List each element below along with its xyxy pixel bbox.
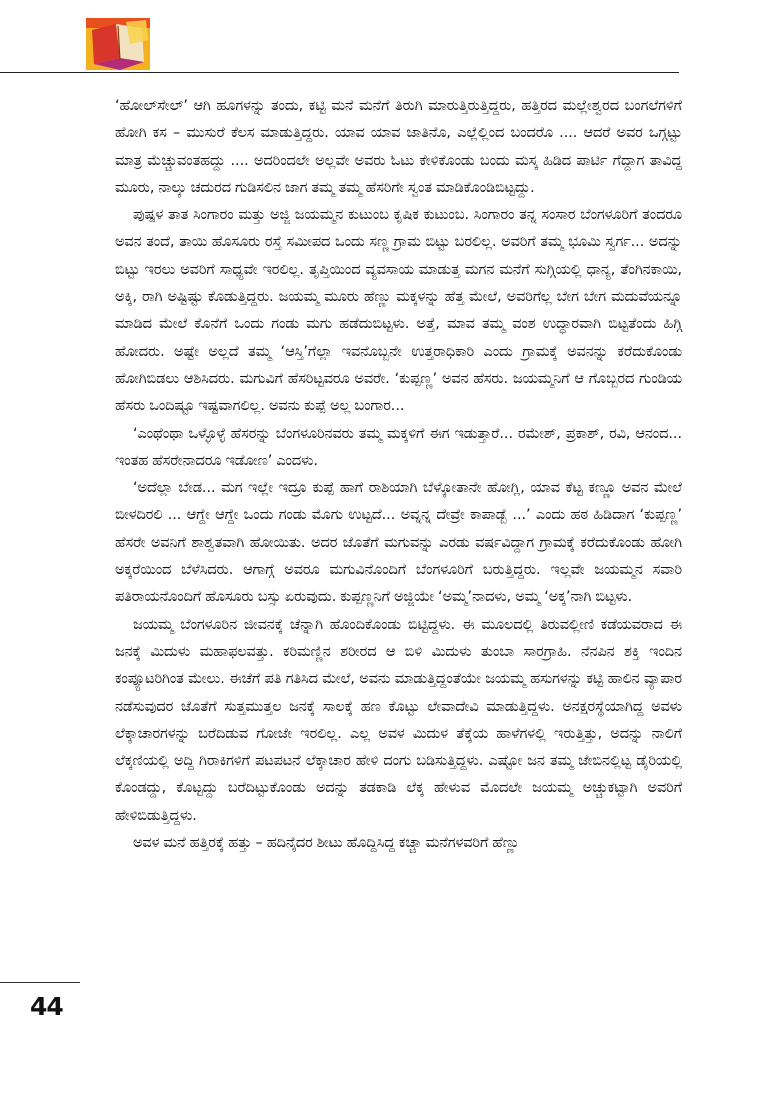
paragraph: ‘ಅದೆಲ್ಲಾ ಬೇಡ... ಮಗ ಇಲ್ಲೇ ಇದ್ರೂ ಕುಪ್ಪೆ ಹಾಗೆ ರಾಶಿಯಾಗಿ ಬೆಳ್ಕೋತಾನೇ ಹೋಗ್ಲಿ, ಯಾವ ಕೆಟ್ಟ ಕಣ್ಣೂ ಅವನ ಮೇಲೆ ಬೀಳದಿರಲಿ ... ಆಗ್ದೇ ಆಗ್ದೇ ಒಂದು ಗಂಡು ಮೊಗು ಉಟ್ಟದೆ... ಅವ್ನನ್ನ ದೇವ್ರೇ ಕಾಪಾಡ್ಬೆ ...’ ಎಂದು ಹಠ ಹಿಡಿದಾಗ ‘ಕುಪ್ಪಣ್ಣ’ ಹೆಸರೇ ಅವನಿಗೆ ಶಾಶ್ವತವಾಗಿ ಹೋಯಿತು. ಅದರ ಜೊತೆಗೆ ಮಗುವನ್ನು ಎರಡು ವರ್ಷವಿದ್ದಾಗ ಗ್ರಾಮಕ್ಕೆ ಕರೆದುಕೊಂಡು ಹೋಗಿ ಅಕ್ಕರೆಯಿಂದ ಬೆಳೆಸಿದರು. ಆಗಾಗ್ಗೆ ಅವರೂ ಮಗುವಿನೊಂದಿಗೆ ಬೆಂಗಳೂರಿಗೆ ಬರುತ್ತಿದ್ದರು. ಇಲ್ಲವೇ ಜಯಮ್ಮನ ಸವಾರಿ ಪತಿರಾಯನೊಂದಿಗೆ ಹೊಸೂರು ಬಸ್ಸು ಏರುವುದು. ಕುಪ್ಪಣ್ಣನಿಗೆ ಅಜ್ಜಿಯೇ ‘ಅಮ್ಮ’ನಾದಳು, ಅಮ್ಮ ‘ಅಕ್ಕ’ನಾಗಿ ಬಿಟ್ಟಳು. <box>115 480 682 606</box>
paragraph: ‘ಹೋಲ್‌ಸೇಲ್’ ಆಗಿ ಹೂಗಳನ್ನು ತಂದು, ಕಟ್ಟಿ ಮನೆ ಮನೆಗೆ ತಿರುಗಿ ಮಾರುತ್ತಿರುತ್ತಿದ್ದರು, ಹತ್ತಿರದ ಮಲ್ಲೇಶ್ವರದ ಬಂಗಲೆಗಳಿಗೆ ಹೋಗಿ ಕಸ – ಮುಸುರೆ ಕೆಲಸ ಮಾಡುತ್ತಿದ್ದರು. ಯಾವ ಯಾವ ಜಾತಿನೊ, ಎಲ್ಲೆಲ್ಲಿಂದ ಬಂದರೊ .... ಆದರೆ ಅವರ ಒಗ್ಗಟ್ಟು ಮಾತ್ರ ಮೆಚ್ಚುವಂತಹದ್ದು .... ಅದರಿಂದಲೇ ಅಲ್ಲವೇ ಅವರು ಓಟು ಕೇಳಿಕೊಂಡು ಬಂದು ಮಸ್ಕ ಹಿಡಿದ ಪಾರ್ಟಿ ಗೆದ್ದಾಗ ತಾವಿದ್ದ ಮೂರು, ನಾಲ್ಕು ಚದುರದ ಗುಡಿಸಲಿನ ಜಾಗ ತಮ್ಮ ತಮ್ಮ ಹೆಸರಿಗೇ ಸ್ವಂತ ಮಾಡಿಕೊಂಡಿಬಿಟ್ಟದ್ದು. <box>115 98 682 196</box>
footer-rule <box>0 982 80 983</box>
open-book-icon <box>86 18 150 70</box>
page-number: 44 <box>30 992 63 1021</box>
header-rule <box>0 72 679 73</box>
paragraph: ಜಯಮ್ಮ ಬೆಂಗಳೂರಿನ ಜೀವನಕ್ಕೆ ಚೆನ್ನಾಗಿ ಹೊಂದಿಕೊಂಡು ಬಿಟ್ಟಿದ್ದಳು. ಈ ಮೂಲದಲ್ಲಿ ತಿರುವಲ್ಲೀಣಿ ಕಡೆಯವರಾದ ಈ ಜನಕ್ಕೆ ಮಿದುಳು ಮಹಾಫಲವತ್ತು. ಕರಿಮಣ್ಣಿನ ಶರೀರದ ಆ ಬಿಳಿ ಮಿದುಳು ತುಂಬಾ ಸಾರಗ್ರಾಹಿ. ನೆನಪಿನ ಶಕ್ತಿ ಇಂದಿನ ಕಂಪ್ಯೂಟರಿಗಿಂತ ಮೇಲು. ಈಚೆಗೆ ಪತಿ ಗತಿಸಿದ ಮೇಲೆ, ಅವನು ಮಾಡುತ್ತಿದ್ದಂತೆಯೇ ಜಯಮ್ಮ ಹಸುಗಳನ್ನು ಕಟ್ಟಿ ಹಾಲಿನ ವ್ಯಾಪಾರ ನಡೆಸುವುದರ ಜೊತೆಗೆ ಸುತ್ತಮುತ್ತಲ ಜನಕ್ಕೆ ಸಾಲಕ್ಕೆ ಹಣ ಕೊಟ್ಟು ಲೇವಾದೇವಿ ಮಾಡುತ್ತಿದ್ದಳು. ಅನಕ್ಷರಸ್ಥೆಯಾಗಿದ್ದ ಅವಳು ಲೆಕ್ಕಾಚಾರಗಳನ್ನು ಬರೆದಿಡುವ ಗೋಜೇ ಇರಲಿಲ್ಲ. ಎಲ್ಲ ಅವಳ ಮಿದುಳ ತೆಕ್ಕೆಯ ಹಾಳೆಗಳಲ್ಲಿ ಇರುತ್ತಿತ್ತು, ಅದನ್ನು ನಾಲಿಗೆ ಲೆಕ್ಕಣಿಯಲ್ಲಿ ಅದ್ದಿ ಗಿರಾಕಿಗಳಿಗೆ ಪಟಪಟನೆ ಲೆಕ್ಕಾಚಾರ ಹೇಳಿ ದಂಗು ಬಡಿಸುತ್ತಿದ್ದಳು. ಎಷ್ಟೋ ಜನ ತಮ್ಮ ಜೇಬಿನಲ್ಲಿಟ್ಟ ಡೈರಿಯಲ್ಲಿ ಕೊಂಡದ್ದು, ಕೊಟ್ಟದ್ದು ಬರೆದಿಟ್ಟುಕೊಂಡು ಅದನ್ನು ತಡಕಾಡಿ ಲೆಕ್ಕ ಹೇಳುವ ಮೊದಲೇ ಜಯಮ್ಮ ಅಚ್ಚುಕಟ್ಟಾಗಿ ಅವರಿಗೆ ಹೇಳಿಬಿಡುತ್ತಿದ್ದಳು. <box>115 616 682 824</box>
paragraph: ಪುಷ್ಪಳ ತಾತ ಸಿಂಗಾರಂ ಮತ್ತು ಅಜ್ಜಿ ಜಯಮ್ಮನ ಕುಟುಂಬ ಕೃಷಿಕ ಕುಟುಂಬ. ಸಿಂಗಾರಂ ತನ್ನ ಸಂಸಾರ ಬೆಂಗಳೂರಿಗೆ ತಂದರೂ ಅವನ ತಂದೆ, ತಾಯಿ ಹೊಸೂರು ರಸ್ತೆ ಸಮೀಪದ ಒಂದು ಸಣ್ಣ ಗ್ರಾಮ ಬಿಟ್ಟು ಬರಲಿಲ್ಲ. ಅವರಿಗೆ ತಮ್ಮ ಭೂಮಿ ಸ್ವರ್ಗ... ಅದನ್ನು ಬಿಟ್ಟು ಇರಲು ಅವರಿಗೆ ಸಾಧ್ಯವೇ ಇರಲಿಲ್ಲ. ತೃಪ್ತಿಯಿಂದ ವ್ಯವಸಾಯ ಮಾಡುತ್ತ ಮಗನ ಮನೆಗೆ ಸುಗ್ಗಿಯಲ್ಲಿ ಧಾನ್ಯ, ತೆಂಗಿನಕಾಯಿ, ಅಕ್ಕಿ, ರಾಗಿ ಅಷ್ಟಿಷ್ಟು ಕೊಡುತ್ತಿದ್ದರು. ಜಯಮ್ಮ ಮೂರು ಹೆಣ್ಣು ಮಕ್ಕಳನ್ನು ಹೆತ್ತ ಮೇಲೆ, ಅವರಿಗೆಲ್ಲ ಬೇಗ ಬೇಗ ಮದುವೆಯನ್ನೂ ಮಾಡಿದ ಮೇಲೆ ಕೊನೆಗೆ ಒಂದು ಗಂಡು ಮಗು ಹಡೆದುಬಿಟ್ಟಳು. ಅತ್ತೆ, ಮಾವ ತಮ್ಮ ವಂಶ ಉದ್ಧಾರವಾಗಿ ಬಿಟ್ಟತೆಂದು ಹಿಗ್ಗಿ ಹೋದರು. ಅಷ್ಟೇ ಅಲ್ಲದೆ ತಮ್ಮ ‘ಆಸ್ತಿ’ಗೆಲ್ಲಾ ಇವನೊಬ್ಬನೇ ಉತ್ತರಾಧಿಕಾರಿ ಎಂದು ಗ್ರಾಮಕ್ಕೆ ಅವನನ್ನು ಕರೆದುಕೊಂಡು ಹೋಗಿಬಿಡಲು ಆಶಿಸಿದರು. ಮಗುವಿಗೆ ಹೆಸರಿಟ್ಟವರೂ ಅವರೇ. ‘ಕುಪ್ಪಣ್ಣ’ ಅವನ ಹೆಸರು. ಜಯಮ್ಮನಿಗೆ ಆ ಗೊಬ್ಬರದ ಗುಂಡಿಯ ಹೆಸರು ಒಂದಿಷ್ಟೂ ಇಷ್ಟವಾಗಲಿಲ್ಲ. ಅವನು ಕುಪ್ಪೆ ಅಲ್ಲ ಬಂಗಾರ... <box>115 207 682 415</box>
page-body <box>115 93 682 857</box>
paragraph: ‘ಎಂಥೆಂಥಾ ಒಳ್ಳೊಳ್ಳೆ ಹೆಸರನ್ನು ಬೆಂಗಳೂರಿನವರು ತಮ್ಮ ಮಕ್ಕಳಿಗೆ ಈಗ ಇಡುತ್ತಾರೆ... ರಮೇಶ್, ಪ್ರಕಾಶ್, ರವಿ, ಆನಂದ... ಇಂತಹ ಹೆಸರೇನಾದರೂ ಇಡೋಣ’ ಎಂದಳು. <box>115 425 682 469</box>
paragraph: ಅವಳ ಮನೆ ಹತ್ತಿರಕ್ಕೆ ಹತ್ತು – ಹದಿನೈದರ ಶೀಟು ಹೊದ್ದಿಸಿದ್ದ ಕಚ್ಚಾ ಮನೆಗಳವರಿಗೆ ಹೆಣ್ಣು <box>133 835 520 852</box>
